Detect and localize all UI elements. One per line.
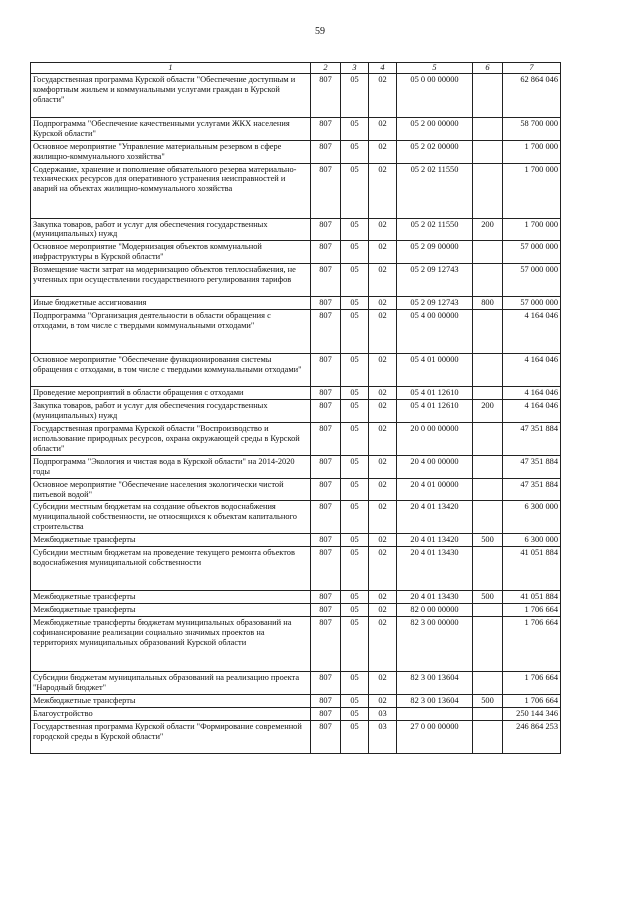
- section-cell: 05: [341, 478, 369, 501]
- subsection-cell: 03: [369, 707, 397, 720]
- section-cell: 05: [341, 140, 369, 163]
- amount-cell: 57 000 000: [503, 297, 561, 310]
- table-row: [31, 707, 561, 720]
- row-name-cell: Субсидии бюджетам муниципальных образований на реализацию проекта "Народный бюджет": [31, 672, 311, 695]
- column-header: 5: [397, 63, 473, 74]
- row-name-cell: Основное мероприятие "Модернизация объектов коммунальной инфраструктуры в Курской области": [31, 241, 311, 264]
- table-row: [31, 478, 561, 501]
- admin-code-cell: 807: [311, 707, 341, 720]
- row-name-cell: Подпрограмма "Обеспечение качественными услугами ЖКХ населения Курской области": [31, 117, 311, 140]
- target-article-cell: 05 2 09 00000: [397, 241, 473, 264]
- expense-type-cell: [473, 604, 503, 617]
- section-cell: 05: [341, 218, 369, 241]
- expense-type-cell: [473, 163, 503, 218]
- admin-code-cell: 807: [311, 117, 341, 140]
- table-row: [31, 604, 561, 617]
- column-header: 4: [369, 63, 397, 74]
- amount-cell: 57 000 000: [503, 264, 561, 297]
- target-article-cell: 05 4 01 12610: [397, 387, 473, 400]
- admin-code-cell: 807: [311, 163, 341, 218]
- target-article-cell: [397, 707, 473, 720]
- table-row: [31, 73, 561, 117]
- amount-cell: 4 164 046: [503, 354, 561, 387]
- row-name-cell: Закупка товаров, работ и услуг для обеспечения государственных (муниципальных) нужд: [31, 218, 311, 241]
- target-article-cell: 05 0 00 00000: [397, 73, 473, 117]
- row-name-cell: Государственная программа Курской области "Формирование современной городской среды в Курской области": [31, 720, 311, 753]
- admin-code-cell: 807: [311, 591, 341, 604]
- row-name-cell: Основное мероприятие "Обеспечение населения экологически чистой питьевой водой": [31, 478, 311, 501]
- target-article-cell: 27 0 00 00000: [397, 720, 473, 753]
- amount-cell: 250 144 346: [503, 707, 561, 720]
- section-cell: 05: [341, 399, 369, 422]
- target-article-cell: 20 4 01 13430: [397, 591, 473, 604]
- admin-code-cell: 807: [311, 617, 341, 672]
- admin-code-cell: 807: [311, 310, 341, 354]
- table-row: [31, 694, 561, 707]
- table-row: [31, 534, 561, 547]
- subsection-cell: 02: [369, 310, 397, 354]
- expense-type-cell: 800: [473, 297, 503, 310]
- amount-cell: 1 700 000: [503, 140, 561, 163]
- expense-type-cell: [473, 672, 503, 695]
- section-cell: 05: [341, 163, 369, 218]
- section-cell: 05: [341, 310, 369, 354]
- admin-code-cell: 807: [311, 387, 341, 400]
- subsection-cell: 02: [369, 604, 397, 617]
- amount-cell: 1 706 664: [503, 604, 561, 617]
- row-name-cell: Иные бюджетные ассигнования: [31, 297, 311, 310]
- row-name-cell: Проведение мероприятий в области обращения с отходами: [31, 387, 311, 400]
- expense-type-cell: 500: [473, 534, 503, 547]
- table-row: [31, 672, 561, 695]
- row-name-cell: Основное мероприятие "Обеспечение функционирования системы обращения с отходами, в том числе с твердыми коммунальными отходами": [31, 354, 311, 387]
- section-cell: 05: [341, 707, 369, 720]
- expense-type-cell: 500: [473, 694, 503, 707]
- subsection-cell: 02: [369, 591, 397, 604]
- row-name-cell: Межбюджетные трансферты: [31, 694, 311, 707]
- expense-type-cell: [473, 241, 503, 264]
- table-row: [31, 591, 561, 604]
- admin-code-cell: 807: [311, 140, 341, 163]
- subsection-cell: 02: [369, 117, 397, 140]
- subsection-cell: 02: [369, 672, 397, 695]
- subsection-cell: 02: [369, 478, 397, 501]
- admin-code-cell: 807: [311, 547, 341, 591]
- table-header-row: [31, 63, 561, 74]
- amount-cell: 1 706 664: [503, 672, 561, 695]
- expense-type-cell: [473, 117, 503, 140]
- subsection-cell: 02: [369, 422, 397, 455]
- expense-type-cell: [473, 720, 503, 753]
- target-article-cell: 20 4 01 13430: [397, 547, 473, 591]
- expense-type-cell: [473, 617, 503, 672]
- admin-code-cell: 807: [311, 399, 341, 422]
- section-cell: 05: [341, 694, 369, 707]
- amount-cell: 47 351 884: [503, 422, 561, 455]
- table-row: [31, 218, 561, 241]
- table-row: [31, 399, 561, 422]
- amount-cell: 57 000 000: [503, 241, 561, 264]
- subsection-cell: 02: [369, 218, 397, 241]
- target-article-cell: 05 2 00 00000: [397, 117, 473, 140]
- table-row: [31, 501, 561, 534]
- target-article-cell: 05 4 00 00000: [397, 310, 473, 354]
- row-name-cell: Межбюджетные трансферты: [31, 534, 311, 547]
- table-row: [31, 310, 561, 354]
- section-cell: 05: [341, 720, 369, 753]
- subsection-cell: 02: [369, 501, 397, 534]
- table-row: [31, 140, 561, 163]
- table-row: [31, 720, 561, 753]
- expense-type-cell: [473, 140, 503, 163]
- amount-cell: 1 706 664: [503, 694, 561, 707]
- section-cell: 05: [341, 117, 369, 140]
- row-name-cell: Подпрограмма "Организация деятельности в области обращения с отходами, в том числе с твердыми коммунальными отходами": [31, 310, 311, 354]
- target-article-cell: 05 2 02 11550: [397, 218, 473, 241]
- target-article-cell: 05 2 02 11550: [397, 163, 473, 218]
- amount-cell: 1 700 000: [503, 218, 561, 241]
- row-name-cell: Подпрограмма "Экология и чистая вода в Курской области" на 2014-2020 годы: [31, 455, 311, 478]
- amount-cell: 47 351 884: [503, 478, 561, 501]
- table-row: [31, 422, 561, 455]
- target-article-cell: 05 2 09 12743: [397, 264, 473, 297]
- row-name-cell: Содержание, хранение и пополнение обязательного резерва материально-технических ресурсов для оперативного устранения неисправностей и аварий на объектах жилищно-коммунального хозяйства: [31, 163, 311, 218]
- expense-type-cell: [473, 354, 503, 387]
- column-header: 3: [341, 63, 369, 74]
- row-name-cell: Благоустройство: [31, 707, 311, 720]
- table-row: [31, 455, 561, 478]
- section-cell: 05: [341, 241, 369, 264]
- admin-code-cell: 807: [311, 264, 341, 297]
- section-cell: 05: [341, 604, 369, 617]
- target-article-cell: 05 2 02 00000: [397, 140, 473, 163]
- page-number: 59: [315, 26, 325, 37]
- row-name-cell: Межбюджетные трансферты: [31, 604, 311, 617]
- amount-cell: 41 051 884: [503, 547, 561, 591]
- target-article-cell: 82 0 00 00000: [397, 604, 473, 617]
- subsection-cell: 02: [369, 387, 397, 400]
- expense-type-cell: [473, 422, 503, 455]
- subsection-cell: 02: [369, 140, 397, 163]
- subsection-cell: 02: [369, 297, 397, 310]
- row-name-cell: Возмещение части затрат на модернизацию объектов теплоснабжения, не учтенных при осуществлении государственного регулирования тарифов: [31, 264, 311, 297]
- target-article-cell: 20 0 00 00000: [397, 422, 473, 455]
- subsection-cell: 02: [369, 163, 397, 218]
- table-row: [31, 163, 561, 218]
- subsection-cell: 03: [369, 720, 397, 753]
- admin-code-cell: 807: [311, 297, 341, 310]
- admin-code-cell: 807: [311, 694, 341, 707]
- column-header: 7: [503, 63, 561, 74]
- amount-cell: 1 706 664: [503, 617, 561, 672]
- row-name-cell: Субсидии местным бюджетам на создание объектов водоснабжения муниципальной собственности, не относящихся к объектам капитального строительства: [31, 501, 311, 534]
- column-header: 6: [473, 63, 503, 74]
- target-article-cell: 05 4 01 12610: [397, 399, 473, 422]
- amount-cell: 4 164 046: [503, 387, 561, 400]
- admin-code-cell: 807: [311, 354, 341, 387]
- row-name-cell: Межбюджетные трансферты бюджетам муниципальных образований на софинансирование реализации социально значимых проектов на территориях муниципальных образований Курской области: [31, 617, 311, 672]
- table-row: [31, 117, 561, 140]
- section-cell: 05: [341, 73, 369, 117]
- amount-cell: 246 864 253: [503, 720, 561, 753]
- table-row: [31, 264, 561, 297]
- subsection-cell: 02: [369, 241, 397, 264]
- amount-cell: 41 051 884: [503, 591, 561, 604]
- target-article-cell: 20 4 01 00000: [397, 478, 473, 501]
- subsection-cell: 02: [369, 455, 397, 478]
- subsection-cell: 02: [369, 694, 397, 707]
- row-name-cell: Межбюджетные трансферты: [31, 591, 311, 604]
- admin-code-cell: 807: [311, 218, 341, 241]
- expense-type-cell: [473, 310, 503, 354]
- subsection-cell: 02: [369, 264, 397, 297]
- admin-code-cell: 807: [311, 501, 341, 534]
- table-row: [31, 297, 561, 310]
- admin-code-cell: 807: [311, 422, 341, 455]
- expense-type-cell: [473, 478, 503, 501]
- amount-cell: 6 300 000: [503, 534, 561, 547]
- expense-type-cell: [473, 455, 503, 478]
- subsection-cell: 02: [369, 399, 397, 422]
- admin-code-cell: 807: [311, 720, 341, 753]
- target-article-cell: 20 4 00 00000: [397, 455, 473, 478]
- amount-cell: 1 700 000: [503, 163, 561, 218]
- amount-cell: 6 300 000: [503, 501, 561, 534]
- admin-code-cell: 807: [311, 241, 341, 264]
- amount-cell: 62 864 046: [503, 73, 561, 117]
- section-cell: 05: [341, 297, 369, 310]
- column-header: 2: [311, 63, 341, 74]
- expense-type-cell: [473, 547, 503, 591]
- table-row: [31, 354, 561, 387]
- target-article-cell: 20 4 01 13420: [397, 501, 473, 534]
- subsection-cell: 02: [369, 617, 397, 672]
- row-name-cell: Государственная программа Курской области "Обеспечение доступным и комфортным жильем и коммунальными услугами граждан в Курской области": [31, 73, 311, 117]
- subsection-cell: 02: [369, 73, 397, 117]
- amount-cell: 58 700 000: [503, 117, 561, 140]
- section-cell: 05: [341, 501, 369, 534]
- target-article-cell: 82 3 00 00000: [397, 617, 473, 672]
- section-cell: 05: [341, 422, 369, 455]
- target-article-cell: 82 3 00 13604: [397, 694, 473, 707]
- section-cell: 05: [341, 672, 369, 695]
- table-row: [31, 387, 561, 400]
- expense-type-cell: 200: [473, 218, 503, 241]
- expense-type-cell: [473, 387, 503, 400]
- expense-type-cell: 500: [473, 591, 503, 604]
- row-name-cell: Государственная программа Курской области "Воспроизводство и использование природных ресурсов, охрана окружающей среды в Курской области": [31, 422, 311, 455]
- admin-code-cell: 807: [311, 534, 341, 547]
- section-cell: 05: [341, 591, 369, 604]
- section-cell: 05: [341, 354, 369, 387]
- admin-code-cell: 807: [311, 73, 341, 117]
- row-name-cell: Основное мероприятие "Управление материальным резервом в сфере жилищно-коммунального хозяйства": [31, 140, 311, 163]
- section-cell: 05: [341, 534, 369, 547]
- subsection-cell: 02: [369, 534, 397, 547]
- expense-type-cell: [473, 501, 503, 534]
- table-row: [31, 617, 561, 672]
- target-article-cell: 82 3 00 13604: [397, 672, 473, 695]
- amount-cell: 4 164 046: [503, 310, 561, 354]
- amount-cell: 47 351 884: [503, 455, 561, 478]
- expense-type-cell: 200: [473, 399, 503, 422]
- amount-cell: 4 164 046: [503, 399, 561, 422]
- target-article-cell: 05 2 09 12743: [397, 297, 473, 310]
- expense-type-cell: [473, 707, 503, 720]
- admin-code-cell: 807: [311, 604, 341, 617]
- expense-type-cell: [473, 73, 503, 117]
- target-article-cell: 05 4 01 00000: [397, 354, 473, 387]
- section-cell: 05: [341, 387, 369, 400]
- expense-type-cell: [473, 264, 503, 297]
- budget-table: [30, 62, 561, 754]
- subsection-cell: 02: [369, 547, 397, 591]
- table-row: [31, 547, 561, 591]
- row-name-cell: Закупка товаров, работ и услуг для обеспечения государственных (муниципальных) нужд: [31, 399, 311, 422]
- section-cell: 05: [341, 455, 369, 478]
- row-name-cell: Субсидии местным бюджетам на проведение текущего ремонта объектов водоснабжения муниципальной собственности: [31, 547, 311, 591]
- section-cell: 05: [341, 617, 369, 672]
- target-article-cell: 20 4 01 13420: [397, 534, 473, 547]
- admin-code-cell: 807: [311, 455, 341, 478]
- section-cell: 05: [341, 547, 369, 591]
- admin-code-cell: 807: [311, 672, 341, 695]
- admin-code-cell: 807: [311, 478, 341, 501]
- column-header: 1: [31, 63, 311, 74]
- section-cell: 05: [341, 264, 369, 297]
- subsection-cell: 02: [369, 354, 397, 387]
- table-row: [31, 241, 561, 264]
